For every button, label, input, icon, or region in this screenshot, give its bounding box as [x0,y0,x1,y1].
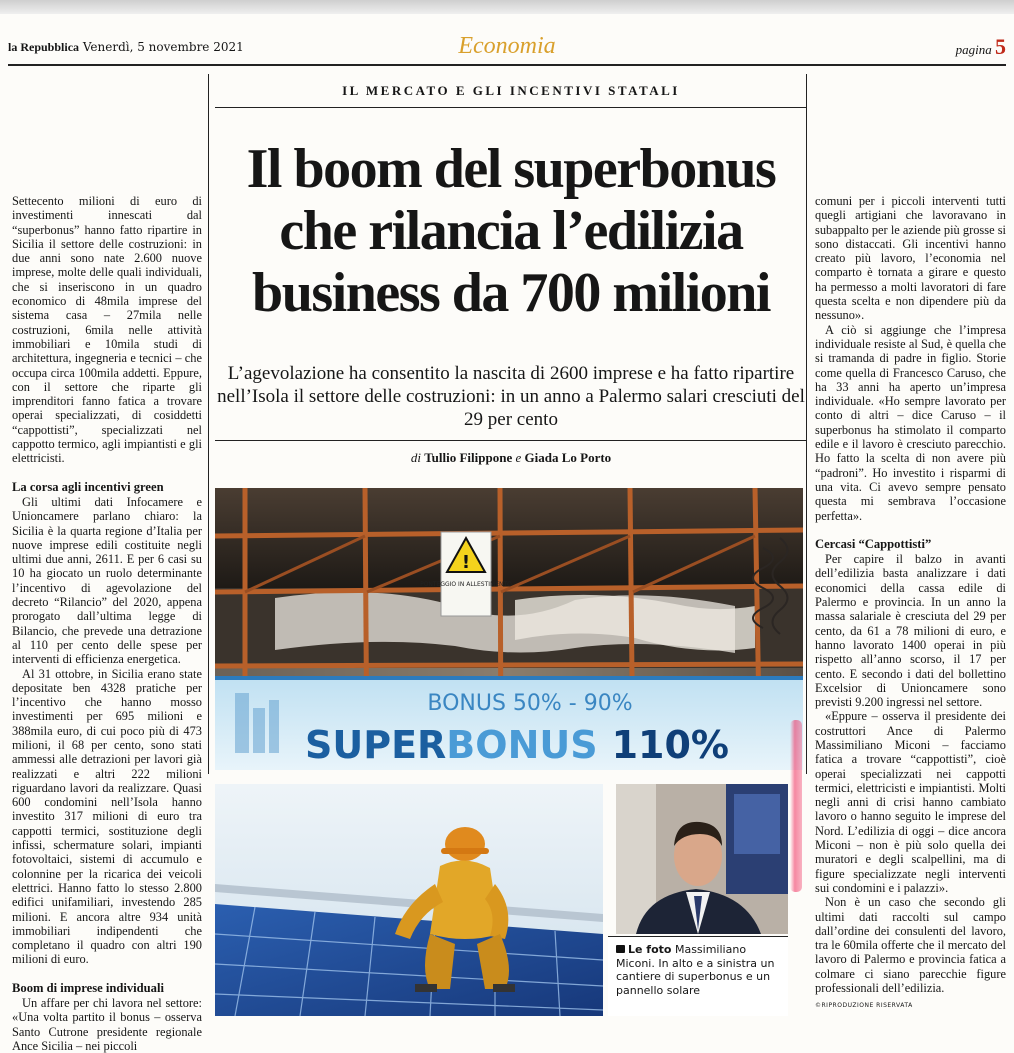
svg-text:!: ! [461,552,471,573]
paragraph: A ciò si aggiunge che l’impresa individuale resiste al Sud, è quella che si tramanda di padre in figlio. Storie come quella di Francesco Caruso, che ha 33 anni ha aperto un’impresa individuale. «Ho sempre lavorato per conto di altri – dice Caruso – il superbonus ha stimolato il comparto edile e il lavoro è cresciuto parecchio. Ho fatto la scelta di non avere più “padroni”. Ho investito i risparmi di una vita. Ci avevo sempre pensato questa mi sembrava l’occasione perfetta». [815,322,1006,523]
subheading: Boom di imprese individuali [12,980,164,995]
byline-and: e [515,450,522,465]
solar-panel-photo [215,784,603,1016]
top-shade [0,0,1014,14]
byline-author: Tullio Filippone [424,450,513,465]
byline-di: di [410,450,421,465]
byline-author: Giada Lo Porto [524,450,612,465]
headline [215,138,807,324]
camera-icon [616,945,625,953]
deck: L’agevolazione ha consentito la nascita di 2600 imprese e ha fatto ripartire nell’Isola il settore delle costruzioni: in un anno a Palermo salari cresciuti del 29 per cento [217,363,805,430]
kicker-rule [215,107,807,108]
left-column [12,194,202,1053]
page-number-value: 5 [995,34,1006,59]
caption-label: Le foto [628,943,672,956]
paragraph: «Eppure – osserva il presidente dei costruttori Ance di Palermo Massimiliano Miconi – facciamo fatica a trovare “cappottisti”, cioè operai specializzati nei cappotti termici, elettricisti e impiantisti. Molti negli anni di crisi hanno cambiato lavoro o hanno seguito le imprese del Nord. L’edilizia di oggi – dice ancora Miconi – non è più solo quella dei muratori e degli scalpellini, ma di figure specializzate negli interventi sui condomini e i palazzi». [815,709,1006,895]
right-column [815,194,1006,1014]
paragraph: Non è un caso che secondo gli ultimi dati raccolti sul campo dall’ordine dei consulenti del lavoro, tra le 60mila offerte che il mercato del lavoro di Palermo e provincia fatica a colmare ci siano parecchie figure professionali dell’edilizia. [815,895,1006,996]
construction-photo [215,488,803,770]
page-label: pagina [955,42,992,57]
newspaper-brand: la Repubblica [8,40,80,54]
caption-text: Massimiliano Miconi. In alto e a sinistra un cantiere di superbonus e un pannello solare [616,943,775,997]
subheading: Cercasi “Cappottisti” [815,536,932,551]
byline [215,450,807,466]
byline-rule [215,440,807,441]
headline-line: Il boom del superbonus [246,138,776,200]
paragraph: Un affare per chi lavora nel settore: «Una volta partito il bonus – osserva Santo Cutrone presidente regionale Ance Sicilia – nei piccoli [12,996,202,1053]
subheading: La corsa agli incentivi green [12,479,164,494]
paragraph: Per capire il balzo in avanti dell’edilizia basta analizzare i dati economici della cassa edile di Palermo e provincia. In un anno la massa salariale è cresciuta del 29 per cento, da 61 a 78 milioni di euro, e hanno lavorato 1400 operai in più rispetto all’anno scorso, il 17 per cento. E secondo i dati del bollettino Excelsior di Unioncamere sono previsti 9.200 ingressi nel settore. [815,552,1006,710]
solar-scene [215,784,603,1016]
section-title: Economia [458,33,556,59]
copyright-notice: ©RIPRODUZIONE RISERVATA [815,1002,913,1010]
portrait-photo [616,784,788,934]
page-number [956,34,1006,60]
red-highlight-mark [790,720,802,892]
paragraph: Gli ultimi dati Infocamere e Unioncamere parlano chiaro: la Sicilia è la quarta regione d’Italia per nuove imprese edili costituite negli ultimi due anni, 2611. E per 6 casi su 10 ha giocato un ruolo determinante l’incentivo di agevolazione del decreto “Rilancio” del 2020, appena prorogato dall’ultima legge di Bilancio, che prevede una detrazione al 110 per cento delle spese per interventi di efficienza energetica. [12,494,202,667]
construction-scene [215,488,803,770]
headline-line: business da 700 milioni [252,262,770,324]
issue-date: Venerdì, 5 novembre 2021 [82,40,244,54]
banner-superbonus: SUPERBONUS 110% [305,723,729,767]
paragraph: Settecento milioni di euro di investimenti innescati dal “superbonus” hanno fatto ripartire in Sicilia il settore delle costruzioni: in due anni sono nate 2.600 nuove imprese, molte delle quali individuali, che si inseriscono in un quadro economico di 48mila imprese del sistema casa – 27mila nelle costruzioni, 6mila nelle attività immobiliari e 10mila studi di architettura, ingegneria e tecnici – che occupa circa 100mila addetti. Eppure, con il settore che riparte gli imprenditori fanno fatica a trovare operai specializzati, di cosiddetti “cappottisti”, specializzati nel cappotto termico, agli impiantisti e gli elettricisti. [12,194,202,466]
banner-bonus-range: BONUS 50% - 90% [427,691,633,716]
left-column-divider [208,74,209,774]
scaffold-sign-text: PONTEGGIO IN ALLESTIMENTO [420,581,512,588]
headline-line: che rilancia l’edilizia [279,200,743,262]
photo-caption [608,936,788,1016]
top-rule [8,64,1006,66]
paragraph: Al 31 ottobre, in Sicilia erano state depositate ben 4328 pratiche per l’incentivo che hanno mosso investimenti per 695 milioni e 388mila euro, di cui poco più di 473 milioni, il 68 per cento, sono stati ammessi alle detrazioni per lavori già realizzati e altri 222 milioni riguardano lavori da realizzare. Quasi 600 condomini nell’Isola hanno investito 317 milioni di euro tra cappotti termici, sostituzione degli infissi, schermature solari, impianti fotovoltaici, sistemi di accumulo e colonnine per la ricarica dei veicoli elettrici. Hanno fatto lo stesso 2.800 edifici unifamiliari, investendo 285 milioni. E ancora altre 934 unità immobiliari indipendenti che completano il quadro con altri 190 milioni di euro. [12,666,202,967]
portrait-scene [616,784,788,934]
paragraph: comuni per i piccoli interventi tutti quegli artigiani che lavoravano in subappalto per le aziende più grosse si sono distaccati. Gli incentivi hanno creato più lavoro, l’economia nel comparto è tornata a girare e questo ha permesso a molti lavoratori di fare questa scelta e non dipendere più da nessuno». [815,194,1006,323]
kicker: IL MERCATO E GLI INCENTIVI STATALI [342,83,680,98]
